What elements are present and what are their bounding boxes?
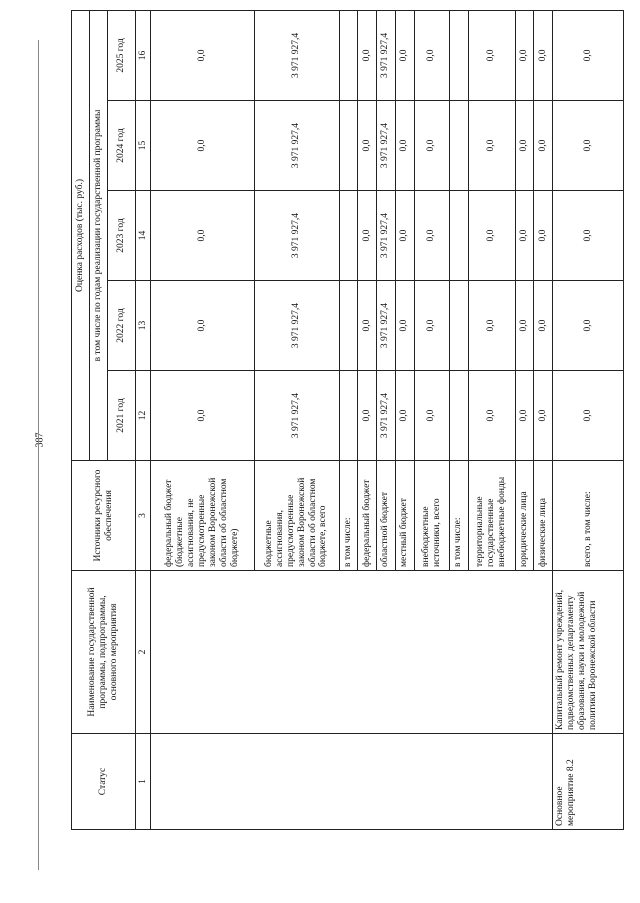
value-cell: 0,0 — [395, 191, 414, 281]
source-cell: федеральный бюджет (бюджетные ассигнования, не предусмотренные законом Воронежской области об областном бюджете) — [151, 461, 255, 571]
value-cell: 0,0 — [358, 371, 377, 461]
value-cell: 0,0 — [534, 371, 553, 461]
value-cell: 3 971 927,4 — [254, 10, 339, 100]
header-by-years: в том числе по годам реализации государственной программы — [90, 10, 108, 460]
value-cell — [449, 101, 468, 191]
column-index: 13 — [136, 281, 151, 371]
value-cell: 0,0 — [534, 10, 553, 100]
column-index: 12 — [136, 371, 151, 461]
column-index: 14 — [136, 191, 151, 281]
value-cell: 3 971 927,4 — [254, 281, 339, 371]
value-cell: 0,0 — [515, 101, 534, 191]
value-cell: 0,0 — [534, 101, 553, 191]
value-cell: 0,0 — [414, 281, 449, 371]
value-cell: 0,0 — [151, 10, 255, 100]
value-cell: 0,0 — [358, 101, 377, 191]
source-cell: областной бюджет — [377, 461, 396, 571]
source-cell: в том числе: — [339, 461, 358, 571]
name-cell-empty — [151, 571, 553, 734]
value-cell: 0,0 — [151, 191, 255, 281]
source-cell: в том числе: — [449, 461, 468, 571]
value-cell: 0,0 — [414, 101, 449, 191]
value-cell: 0,0 — [553, 191, 624, 281]
value-cell: 0,0 — [534, 281, 553, 371]
value-cell: 0,0 — [468, 371, 515, 461]
column-index: 1 — [136, 734, 151, 830]
value-cell: 0,0 — [395, 371, 414, 461]
value-cell: 0,0 — [151, 101, 255, 191]
value-cell — [339, 191, 358, 281]
source-cell: физические лица — [534, 461, 553, 571]
value-cell: 0,0 — [395, 101, 414, 191]
value-cell — [449, 10, 468, 100]
value-cell: 0,0 — [515, 10, 534, 100]
value-cell — [339, 10, 358, 100]
value-cell: 0,0 — [151, 281, 255, 371]
value-cell: 0,0 — [414, 371, 449, 461]
header-status: Статус — [72, 734, 136, 830]
value-cell: 0,0 — [468, 101, 515, 191]
value-cell: 3 971 927,4 — [254, 371, 339, 461]
value-cell: 0,0 — [151, 371, 255, 461]
value-cell — [339, 371, 358, 461]
value-cell: 0,0 — [414, 10, 449, 100]
value-cell: 0,0 — [553, 101, 624, 191]
value-cell: 0,0 — [515, 281, 534, 371]
source-cell: юридические лица — [515, 461, 534, 571]
resource-table — [71, 10, 624, 830]
value-cell: 0,0 — [358, 10, 377, 100]
column-index: 15 — [136, 101, 151, 191]
value-cell: 0,0 — [395, 281, 414, 371]
source-cell: бюджетные ассигнования, предусмотренные законом Воронежской области об областном бюджете, всего — [254, 461, 339, 571]
header-year: 2025 год — [108, 10, 136, 100]
value-cell: 3 971 927,4 — [377, 10, 396, 100]
value-cell: 3 971 927,4 — [377, 281, 396, 371]
value-cell: 3 971 927,4 — [377, 101, 396, 191]
value-cell: 0,0 — [468, 191, 515, 281]
value-cell: 0,0 — [358, 281, 377, 371]
header-name: Наименование государственной программы, подпрограммы, основного мероприятия — [72, 571, 136, 734]
header-year: 2023 год — [108, 191, 136, 281]
header-year: 2024 год — [108, 101, 136, 191]
status-cell-empty — [151, 734, 553, 830]
header-year: 2021 год — [108, 371, 136, 461]
value-cell: 3 971 927,4 — [377, 191, 396, 281]
value-cell: 0,0 — [515, 371, 534, 461]
value-cell: 0,0 — [395, 10, 414, 100]
table-row — [553, 10, 624, 829]
value-cell — [339, 101, 358, 191]
status-cell: Основное мероприятие 8.2 — [553, 734, 624, 830]
page-number: 387 — [34, 432, 46, 448]
value-cell: 0,0 — [414, 191, 449, 281]
header-estimate: Оценка расходов (тыс. руб.) — [72, 10, 90, 460]
value-cell: 0,0 — [534, 191, 553, 281]
value-cell — [449, 191, 468, 281]
value-cell: 0,0 — [553, 10, 624, 100]
value-cell: 0,0 — [468, 281, 515, 371]
value-cell — [339, 281, 358, 371]
value-cell: 0,0 — [468, 10, 515, 100]
value-cell — [449, 371, 468, 461]
source-cell: внебюджетные источники, всего — [414, 461, 449, 571]
value-cell: 0,0 — [515, 191, 534, 281]
value-cell: 0,0 — [553, 371, 624, 461]
table-row — [151, 10, 255, 829]
event-name-cell: Капитальный ремонт учреждений, подведомственных департаменту образования, науки и молодежной политики Воронежской области — [553, 571, 624, 734]
column-index: 3 — [136, 461, 151, 571]
column-index: 16 — [136, 10, 151, 100]
value-cell: 0,0 — [553, 281, 624, 371]
value-cell: 3 971 927,4 — [254, 191, 339, 281]
rotated-table-wrapper — [71, 11, 624, 830]
value-cell: 3 971 927,4 — [254, 101, 339, 191]
page-edge-rule — [38, 40, 39, 870]
source-cell: федеральный бюджет — [358, 461, 377, 571]
value-cell: 3 971 927,4 — [377, 371, 396, 461]
value-cell — [449, 281, 468, 371]
header-source: Источники ресурсного обеспечения — [72, 461, 136, 571]
value-cell: 0,0 — [358, 191, 377, 281]
source-cell: всего, в том числе: — [553, 461, 624, 571]
column-index: 2 — [136, 571, 151, 734]
source-cell: местный бюджет — [395, 461, 414, 571]
header-year: 2022 год — [108, 281, 136, 371]
source-cell: территориальные государственные внебюджетные фонды — [468, 461, 515, 571]
